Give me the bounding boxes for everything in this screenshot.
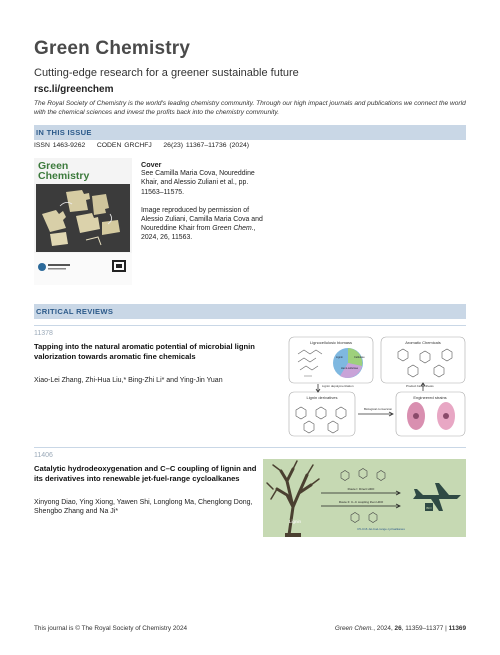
divider	[34, 325, 466, 326]
cover-puzzle-photo	[36, 184, 130, 252]
arrow-label-biosynthesis: Product biosynthesis	[406, 384, 434, 388]
graphic-box3-title: Lignin derivatives	[306, 395, 338, 400]
article-title[interactable]: Tapping into the natural aromatic potential of microbial lignin valorization towards aromatic fine chemicals	[34, 342, 255, 361]
pie-label-cellulose: Cellulose	[354, 356, 365, 359]
critical-reviews-bar	[34, 304, 466, 319]
in-this-issue-heading: IN THIS ISSUE	[36, 128, 92, 137]
coden: CODEN GRCHFJ	[96, 142, 152, 149]
journal-title: Green Chemistry	[34, 38, 191, 59]
arrow-label-depolymerization: Lignin depolymerization	[322, 384, 354, 388]
cover-footer	[34, 253, 132, 285]
divider	[34, 447, 466, 448]
article-page-number: 11406	[34, 452, 53, 459]
bio-fuel-label: BIO	[426, 506, 432, 510]
cover-credit: Image reproduced by permission of Alessio Zuliani, Camilla Maria Cova and Noureddine Khair from Green Chem., 2024, 26, 11563.	[141, 206, 263, 242]
graphic-box2-title: Aromatic Chemicals	[405, 340, 441, 345]
cover-description	[141, 160, 271, 243]
issn: ISSN 1463-9262	[34, 142, 86, 149]
cover-image	[34, 158, 132, 285]
article-authors: Xiao-Lei Zhang, Zhi-Hua Liu,* Bing-Zhi Li* and Ying-Jin Yuan	[34, 377, 223, 384]
graphic-caption: C5-C16 Jet-fuel-range cycloalkanes	[357, 527, 405, 531]
article-page-number: 11378	[34, 330, 53, 337]
graphic-box1-title: Lignocellulosic biomass	[309, 340, 353, 345]
cover-journal-name: Green Chemistry	[38, 160, 90, 182]
issn-line	[34, 142, 249, 149]
article-authors: Xinyong Diao, Ying Xiong, Yawen Shi, Longlong Ma, Chenglong Dong, Shengbo Zhang and Na Ji*	[34, 499, 253, 516]
article-title[interactable]: Catalytic hydrodeoxygenation and C–C coupling of lignin and its derivatives into renewable jet-fuel-range cycloalkanes	[34, 464, 257, 483]
journal-url[interactable]: rsc.li/greenchem	[34, 84, 114, 95]
footer-copyright: This journal is © The Royal Society of Chemistry 2024	[34, 625, 188, 632]
cover-see-line: See Camilla Maria Cova, Noureddine Khair, and Alessio Zuliani et al., pp. 11563–11575.	[141, 170, 255, 196]
graphical-abstract-lignin-valorization	[288, 336, 466, 438]
arrow-label-conversion: Biological conversion	[364, 407, 393, 411]
route-2-label: Route II: C–C coupling then HDO	[338, 500, 384, 504]
pie-label-hemi: Hemi-cellulose	[341, 367, 359, 370]
critical-reviews-heading: CRITICAL REVIEWS	[36, 307, 114, 316]
pie-label-lignin: Lignin	[336, 356, 343, 359]
rsc-description: The Royal Society of Chemistry is the world's leading chemistry community. Through our high impact journals and publications we connect the world with the chemical sciences and invest the profits back into the chemistry community.	[34, 100, 466, 116]
volume-info: 26(23) 11367–11736 (2024)	[163, 142, 250, 149]
route-1-label: Route I: Direct HDO	[347, 487, 375, 491]
footer-page-number: 11369	[448, 625, 466, 632]
cover-label: Cover	[141, 160, 162, 169]
graphic-box4-title: Engineered strains	[413, 395, 447, 400]
tree-label-lignin: Lignin	[288, 519, 302, 524]
graphical-abstract-jet-fuel	[263, 459, 466, 537]
in-this-issue-bar	[34, 125, 466, 140]
footer-citation: Green Chem., 2024, 26, 11359–11377 | 11369	[334, 625, 466, 632]
journal-tagline: Cutting-edge research for a greener sustainable future	[34, 67, 299, 79]
